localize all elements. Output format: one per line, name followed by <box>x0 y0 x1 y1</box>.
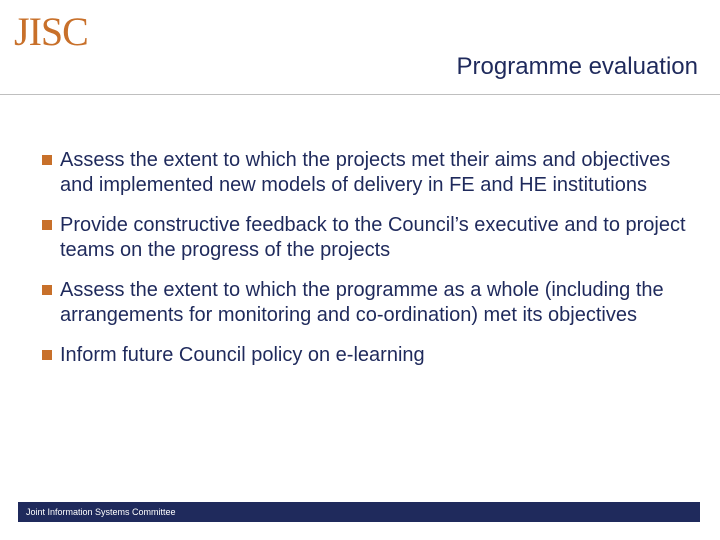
footer-bar <box>18 502 700 522</box>
bullet-item <box>42 213 692 263</box>
bullet-list <box>42 148 692 383</box>
square-bullet-icon <box>42 350 52 360</box>
bullet-text: Assess the extent to which the programme as a whole (including the arrangements for monitoring and co-ordination) met its objectives <box>60 279 664 326</box>
slide-title: Programme evaluation <box>456 53 698 80</box>
footer-text: Joint Information Systems Committee <box>26 507 176 517</box>
header-divider <box>0 94 720 95</box>
jisc-logo: JISC <box>14 9 88 54</box>
square-bullet-icon <box>42 155 52 165</box>
bullet-text: Inform future Council policy on e-learning <box>60 344 425 366</box>
bullet-text: Provide constructive feedback to the Council’s executive and to project teams on the progress of the projects <box>60 214 686 261</box>
bullet-item <box>42 148 692 198</box>
square-bullet-icon <box>42 220 52 230</box>
bullet-text: Assess the extent to which the projects met their aims and objectives and implemented new models of delivery in FE and HE institutions <box>60 149 671 196</box>
bullet-item <box>42 278 692 328</box>
bullet-item <box>42 343 692 368</box>
square-bullet-icon <box>42 285 52 295</box>
